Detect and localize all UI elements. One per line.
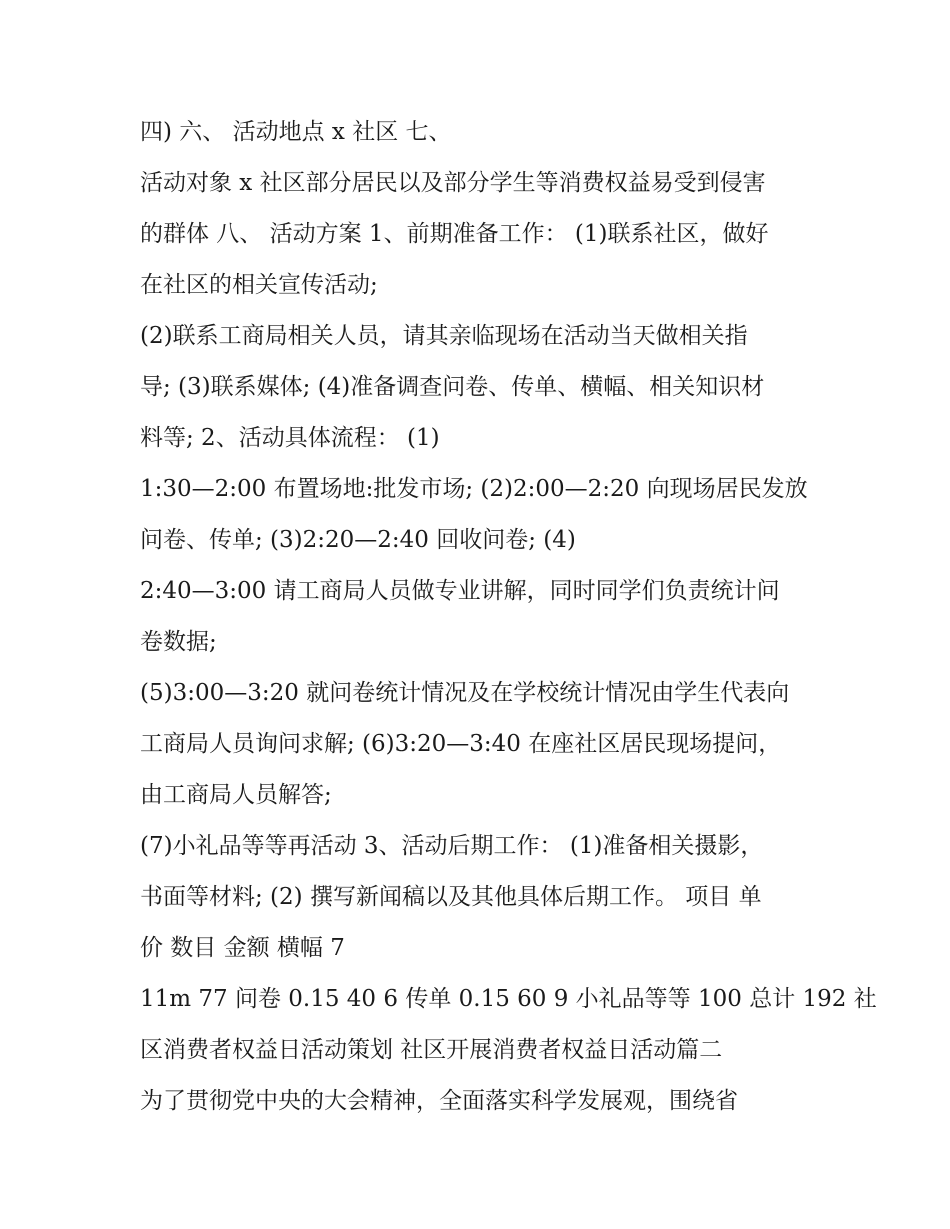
text-line: 卷数据; — [140, 629, 217, 655]
text-line: 2:40—3:00 请工商局人员做专业讲解，同时同学们负责统计问 — [140, 578, 780, 604]
text-line: 1:30—2:00 布置场地:批发市场; (2)2:00—2:20 向现场居民发放 — [140, 476, 808, 502]
text-line: 价 数目 金额 横幅 7 — [140, 935, 345, 961]
text-line: (2)联系工商局相关人员，请其亲临现场在活动当天做相关指 — [140, 323, 748, 349]
text-line: 料等; 2、活动具体流程： (1) — [140, 425, 440, 451]
text-line: (5)3:00—3:20 就问卷统计情况及在学校统计情况由学生代表向 — [140, 680, 790, 706]
text-line: 的群体 八、 活动方案 1、前期准备工作： (1)联系社区，做好 — [140, 221, 769, 247]
text-line: 工商局人员询问求解; (6)3:20—3:40 在座社区居民现场提问， — [140, 731, 782, 757]
text-line: 活动对象 x 社区部分居民以及部分学生等消费权益易受到侵害 — [140, 170, 766, 196]
text-line: 区消费者权益日活动策划 社区开展消费者权益日活动篇二 — [140, 1037, 723, 1063]
text-line: 问卷、传单; (3)2:20—2:40 回收问卷; (4) — [140, 527, 576, 553]
document-body — [140, 107, 877, 1127]
text-line: (7)小礼品等等再活动 3、活动后期工作： (1)准备相关摄影， — [140, 833, 764, 859]
text-line: 书面等材料; (2) 撰写新闻稿以及其他具体后期工作。 项目 单 — [140, 884, 762, 910]
text-line: 四) 六、 活动地点 x 社区 七、 — [140, 119, 452, 145]
text-line: 11m 77 问卷 0.15 40 6 传单 0.15 60 9 小礼品等等 100 总计 192 社 — [140, 986, 877, 1012]
text-line: 在社区的相关宣传活动; — [140, 272, 378, 298]
text-line: 为了贯彻党中央的大会精神，全面落实科学发展观，围绕省 — [140, 1088, 738, 1114]
text-line: 导; (3)联系媒体; (4)准备调查问卷、传单、横幅、相关知识材 — [140, 374, 765, 400]
text-line: 由工商局人员解答; — [140, 782, 332, 808]
